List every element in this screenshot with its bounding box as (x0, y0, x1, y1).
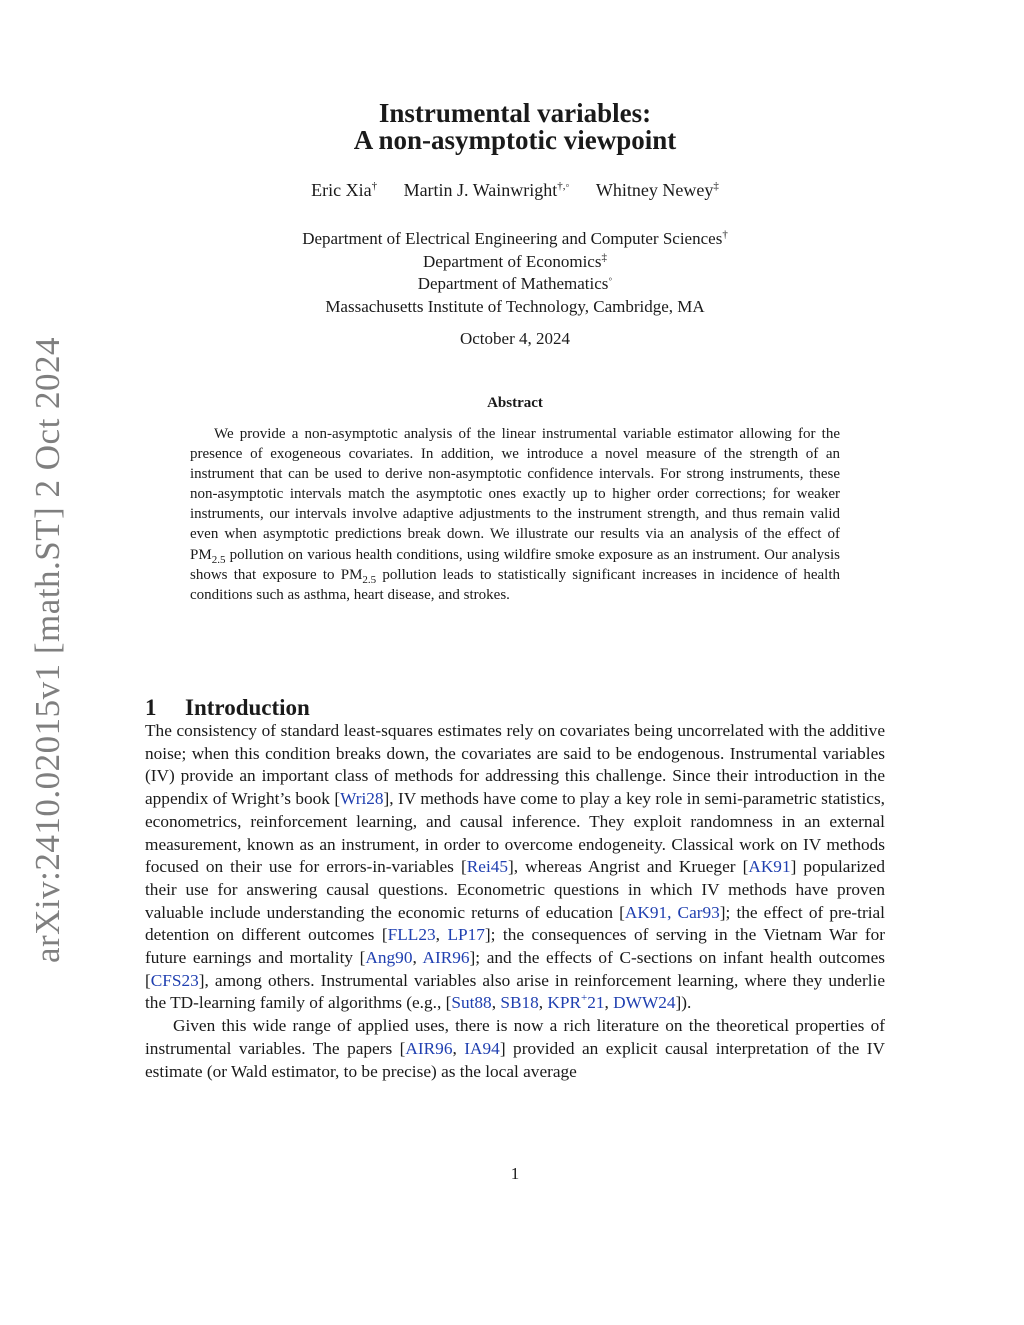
paper-title (145, 100, 885, 154)
affiliation-economics: Department of Economics‡ (423, 250, 607, 271)
affiliation-mit: Massachusetts Institute of Technology, Cambridge, MA (325, 296, 705, 316)
abstract-text: We provide a non-asymptotic analysis of the linear instrumental variable estimator allowing for the presence of exogeneous covariates. In addition, we introduce a novel measure of the strength of an instrument that can be used to derive non-asymptotic confidence intervals. For strong instruments, these non-asymptotic intervals match the asymptotic ones exactly up to higher order corrections; for weaker instruments, our intervals involve adaptive adjustments to the instrument strength, and thus remain valid even when asymptotic predictions break down. We illustrate our results via an analysis of the effect of $PM_{2.5}$ pollution on various health conditions, using wildfire smoke exposure as an instrument. Our analysis shows that exposure to $PM_{2.5}$ pollution leads to statistically significant increases in incidence of health conditions such as asthma, heart disease, and strokes. (190, 426, 841, 603)
citation-link[interactable]: KPR+21 (547, 992, 605, 1013)
citation-link[interactable]: Wri28 (340, 789, 384, 809)
citation-link[interactable]: AIR96 (422, 948, 470, 968)
citation-link[interactable]: LP17 (447, 925, 485, 945)
affiliation-eecs: Department of Electrical Engineering and Computer Sciences† (302, 228, 728, 248)
section-number: 1 (145, 695, 157, 721)
arxiv-identifier: arXiv:2410.02015v1 [math.ST] 2 Oct 2024 (28, 336, 67, 964)
author-whitney-newey: Whitney Newey‡ (595, 180, 719, 200)
affiliation-mark: † (371, 180, 378, 192)
citation-link[interactable]: DWW24 (613, 993, 676, 1013)
affiliation-mathematics: Department of Mathematics◦ (417, 273, 613, 293)
citation-link[interactable]: FLL23 (387, 925, 436, 945)
citation-link[interactable]: SB18 (500, 993, 539, 1013)
author-eric-xia: Eric Xia† (311, 180, 378, 200)
paragraph: Given this wide range of applied uses, there is now a rich literature on the theoretical properties of instrumental variables. The papers [AIR96, IA94] provided an explicit causal interpretation of the IV estimate (or Wald estimator, to be precise) as the local average (145, 1016, 885, 1081)
affiliation-mark: ‡ (713, 180, 719, 192)
citation-link[interactable]: Sut88 (451, 993, 492, 1013)
citation-link[interactable]: Rei45 (466, 857, 509, 877)
citation-link[interactable]: AK91 (748, 857, 791, 877)
affiliation-mark: †,◦ (557, 180, 570, 192)
citation-link[interactable]: AK91, Car93 (624, 902, 720, 922)
title-line-1: Instrumental variables: (378, 98, 652, 128)
author-martin-wainwright: Martin J. Wainwright†,◦ (403, 180, 570, 200)
section-heading-introduction (145, 695, 885, 721)
abstract-heading: Abstract (487, 395, 543, 411)
citation-link[interactable]: AIR96 (405, 1038, 453, 1058)
citation-link[interactable]: IA94 (464, 1038, 500, 1058)
affiliation-list (145, 228, 885, 318)
page-number: 1 (510, 1164, 520, 1183)
section-title: Introduction (185, 695, 310, 721)
author-list (145, 180, 885, 201)
citation-link[interactable]: Ang90 (365, 948, 413, 968)
paper-date: October 4, 2024 (459, 329, 570, 348)
paragraph: The consistency of standard least-squares estimates rely on covariates being uncorrelated with the additive noise; when this condition breaks down, the covariates are said to be endogenous. Instrumental variables (IV) provide an important class of methods for addressing this challenge. Since their introduction in the appendix of Wright’s book [Wri28], IV methods have come to play a key role in semi-parametric statistics, econometrics, reinforcement learning, and causal inference. They exploit randomness in an external measurement, known as an instrument, in order to overcome endogeneity. Classical work on IV methods focused on their use for errors-in-variables [Rei45], whereas Angrist and Krueger [AK91] popularized their use for answering causal questions. Econometric questions in which IV methods have proven valuable include understanding the economic returns of education [AK91, Car93]; the effect of pre-trial detention on different outcomes [FLL23, LP17]; the consequences of serving in the Vietnam War for future earnings and mortality [Ang90, AIR96]; and the effects of C-sections on infant health outcomes [CFS23], among others. Instrumental variables also arise in reinforcement learning, where they underlie the TD-learning family of algorithms (e.g., [Sut88, SB18, KPR+21, DWW24]). (145, 721, 886, 1013)
introduction-body (145, 720, 885, 1083)
citation-link[interactable]: CFS23 (150, 970, 199, 990)
title-line-2: A non-asymptotic viewpoint (353, 125, 677, 155)
